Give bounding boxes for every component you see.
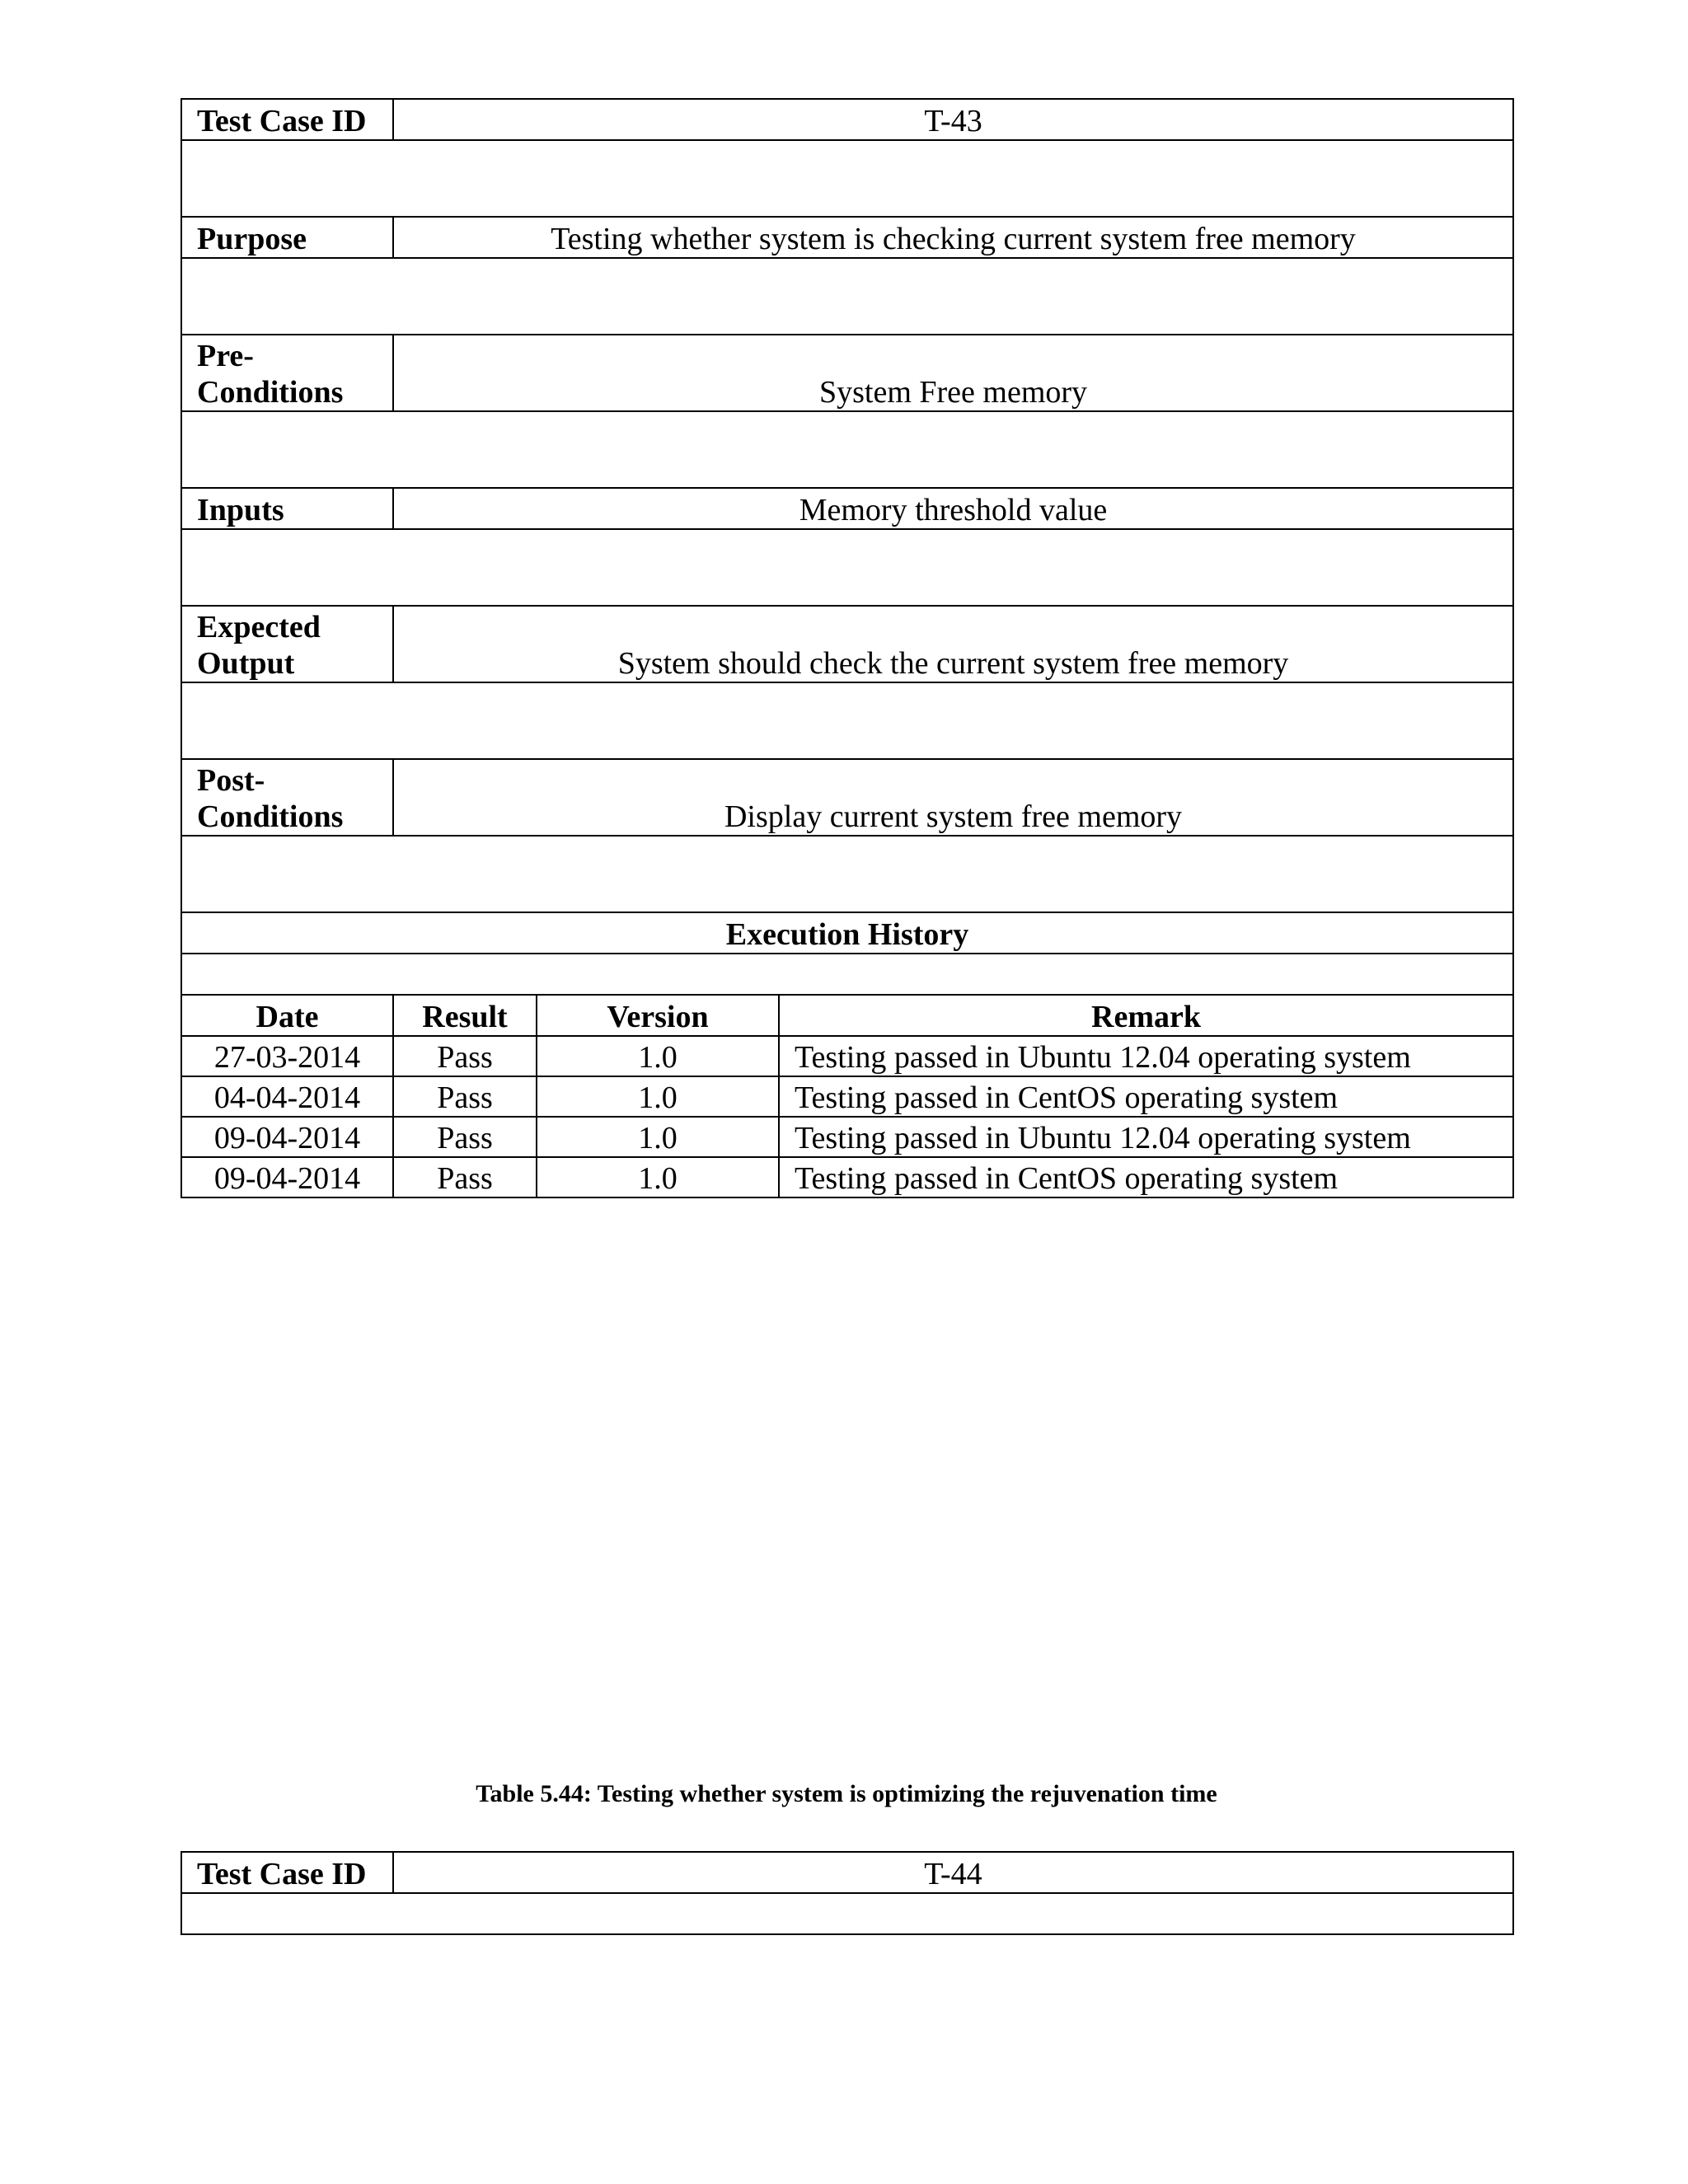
blank-row bbox=[181, 411, 1513, 488]
blank-row bbox=[181, 954, 1513, 995]
history-row bbox=[181, 1036, 1513, 1076]
expected-output-label-line1: Expected bbox=[197, 610, 321, 644]
history-version: 1.0 bbox=[537, 1036, 779, 1076]
blank-row bbox=[181, 836, 1513, 912]
preconditions-label-line2: Conditions bbox=[197, 375, 344, 410]
test-case-id-label: Test Case ID bbox=[181, 99, 393, 140]
purpose-value: Testing whether system is checking current system free memory bbox=[393, 217, 1513, 258]
history-header-remark: Remark bbox=[779, 995, 1513, 1036]
history-result: Pass bbox=[393, 1036, 537, 1076]
preconditions-value: System Free memory bbox=[393, 335, 1513, 411]
blank-row bbox=[181, 529, 1513, 606]
postconditions-value: Display current system free memory bbox=[393, 759, 1513, 836]
history-row bbox=[181, 1117, 1513, 1157]
expected-output-value: System should check the current system free memory bbox=[393, 606, 1513, 682]
history-version: 1.0 bbox=[537, 1076, 779, 1117]
test-case-id-label: Test Case ID bbox=[181, 1852, 393, 1893]
history-header-result: Result bbox=[393, 995, 537, 1036]
purpose-label: Purpose bbox=[181, 217, 393, 258]
blank-row bbox=[181, 1893, 1513, 1934]
postconditions-label-line2: Conditions bbox=[197, 799, 344, 834]
expected-output-label-line2: Output bbox=[197, 646, 295, 681]
history-remark: Testing passed in Ubuntu 12.04 operating system bbox=[779, 1036, 1513, 1076]
postconditions-label-line1: Post- bbox=[197, 763, 265, 798]
history-version: 1.0 bbox=[537, 1117, 779, 1157]
blank-row bbox=[181, 258, 1513, 335]
preconditions-label-line1: Pre- bbox=[197, 339, 254, 373]
history-date: 09-04-2014 bbox=[181, 1117, 393, 1157]
blank-row bbox=[181, 140, 1513, 217]
history-date: 09-04-2014 bbox=[181, 1157, 393, 1197]
history-row bbox=[181, 1157, 1513, 1197]
history-remark: Testing passed in Ubuntu 12.04 operating system bbox=[779, 1117, 1513, 1157]
history-date: 04-04-2014 bbox=[181, 1076, 393, 1117]
test-case-table-t44 bbox=[181, 1851, 1514, 1935]
history-date: 27-03-2014 bbox=[181, 1036, 393, 1076]
blank-row bbox=[181, 682, 1513, 759]
test-case-id-value: T-43 bbox=[393, 99, 1513, 140]
history-row bbox=[181, 1076, 1513, 1117]
inputs-label: Inputs bbox=[181, 488, 393, 529]
history-result: Pass bbox=[393, 1117, 537, 1157]
test-case-id-value: T-44 bbox=[393, 1852, 1513, 1893]
history-remark: Testing passed in CentOS operating system bbox=[779, 1157, 1513, 1197]
history-result: Pass bbox=[393, 1076, 537, 1117]
expected-output-label bbox=[181, 606, 393, 682]
table-caption: Table 5.44: Testing whether system is optimizing the rejuvenation time bbox=[476, 1780, 1217, 1807]
execution-history-title: Execution History bbox=[181, 912, 1513, 954]
history-remark: Testing passed in CentOS operating system bbox=[779, 1076, 1513, 1117]
preconditions-label bbox=[181, 335, 393, 411]
inputs-value: Memory threshold value bbox=[393, 488, 1513, 529]
history-header-version: Version bbox=[537, 995, 779, 1036]
history-result: Pass bbox=[393, 1157, 537, 1197]
history-header-date: Date bbox=[181, 995, 393, 1036]
test-case-table-t43 bbox=[181, 98, 1514, 1198]
postconditions-label bbox=[181, 759, 393, 836]
history-version: 1.0 bbox=[537, 1157, 779, 1197]
